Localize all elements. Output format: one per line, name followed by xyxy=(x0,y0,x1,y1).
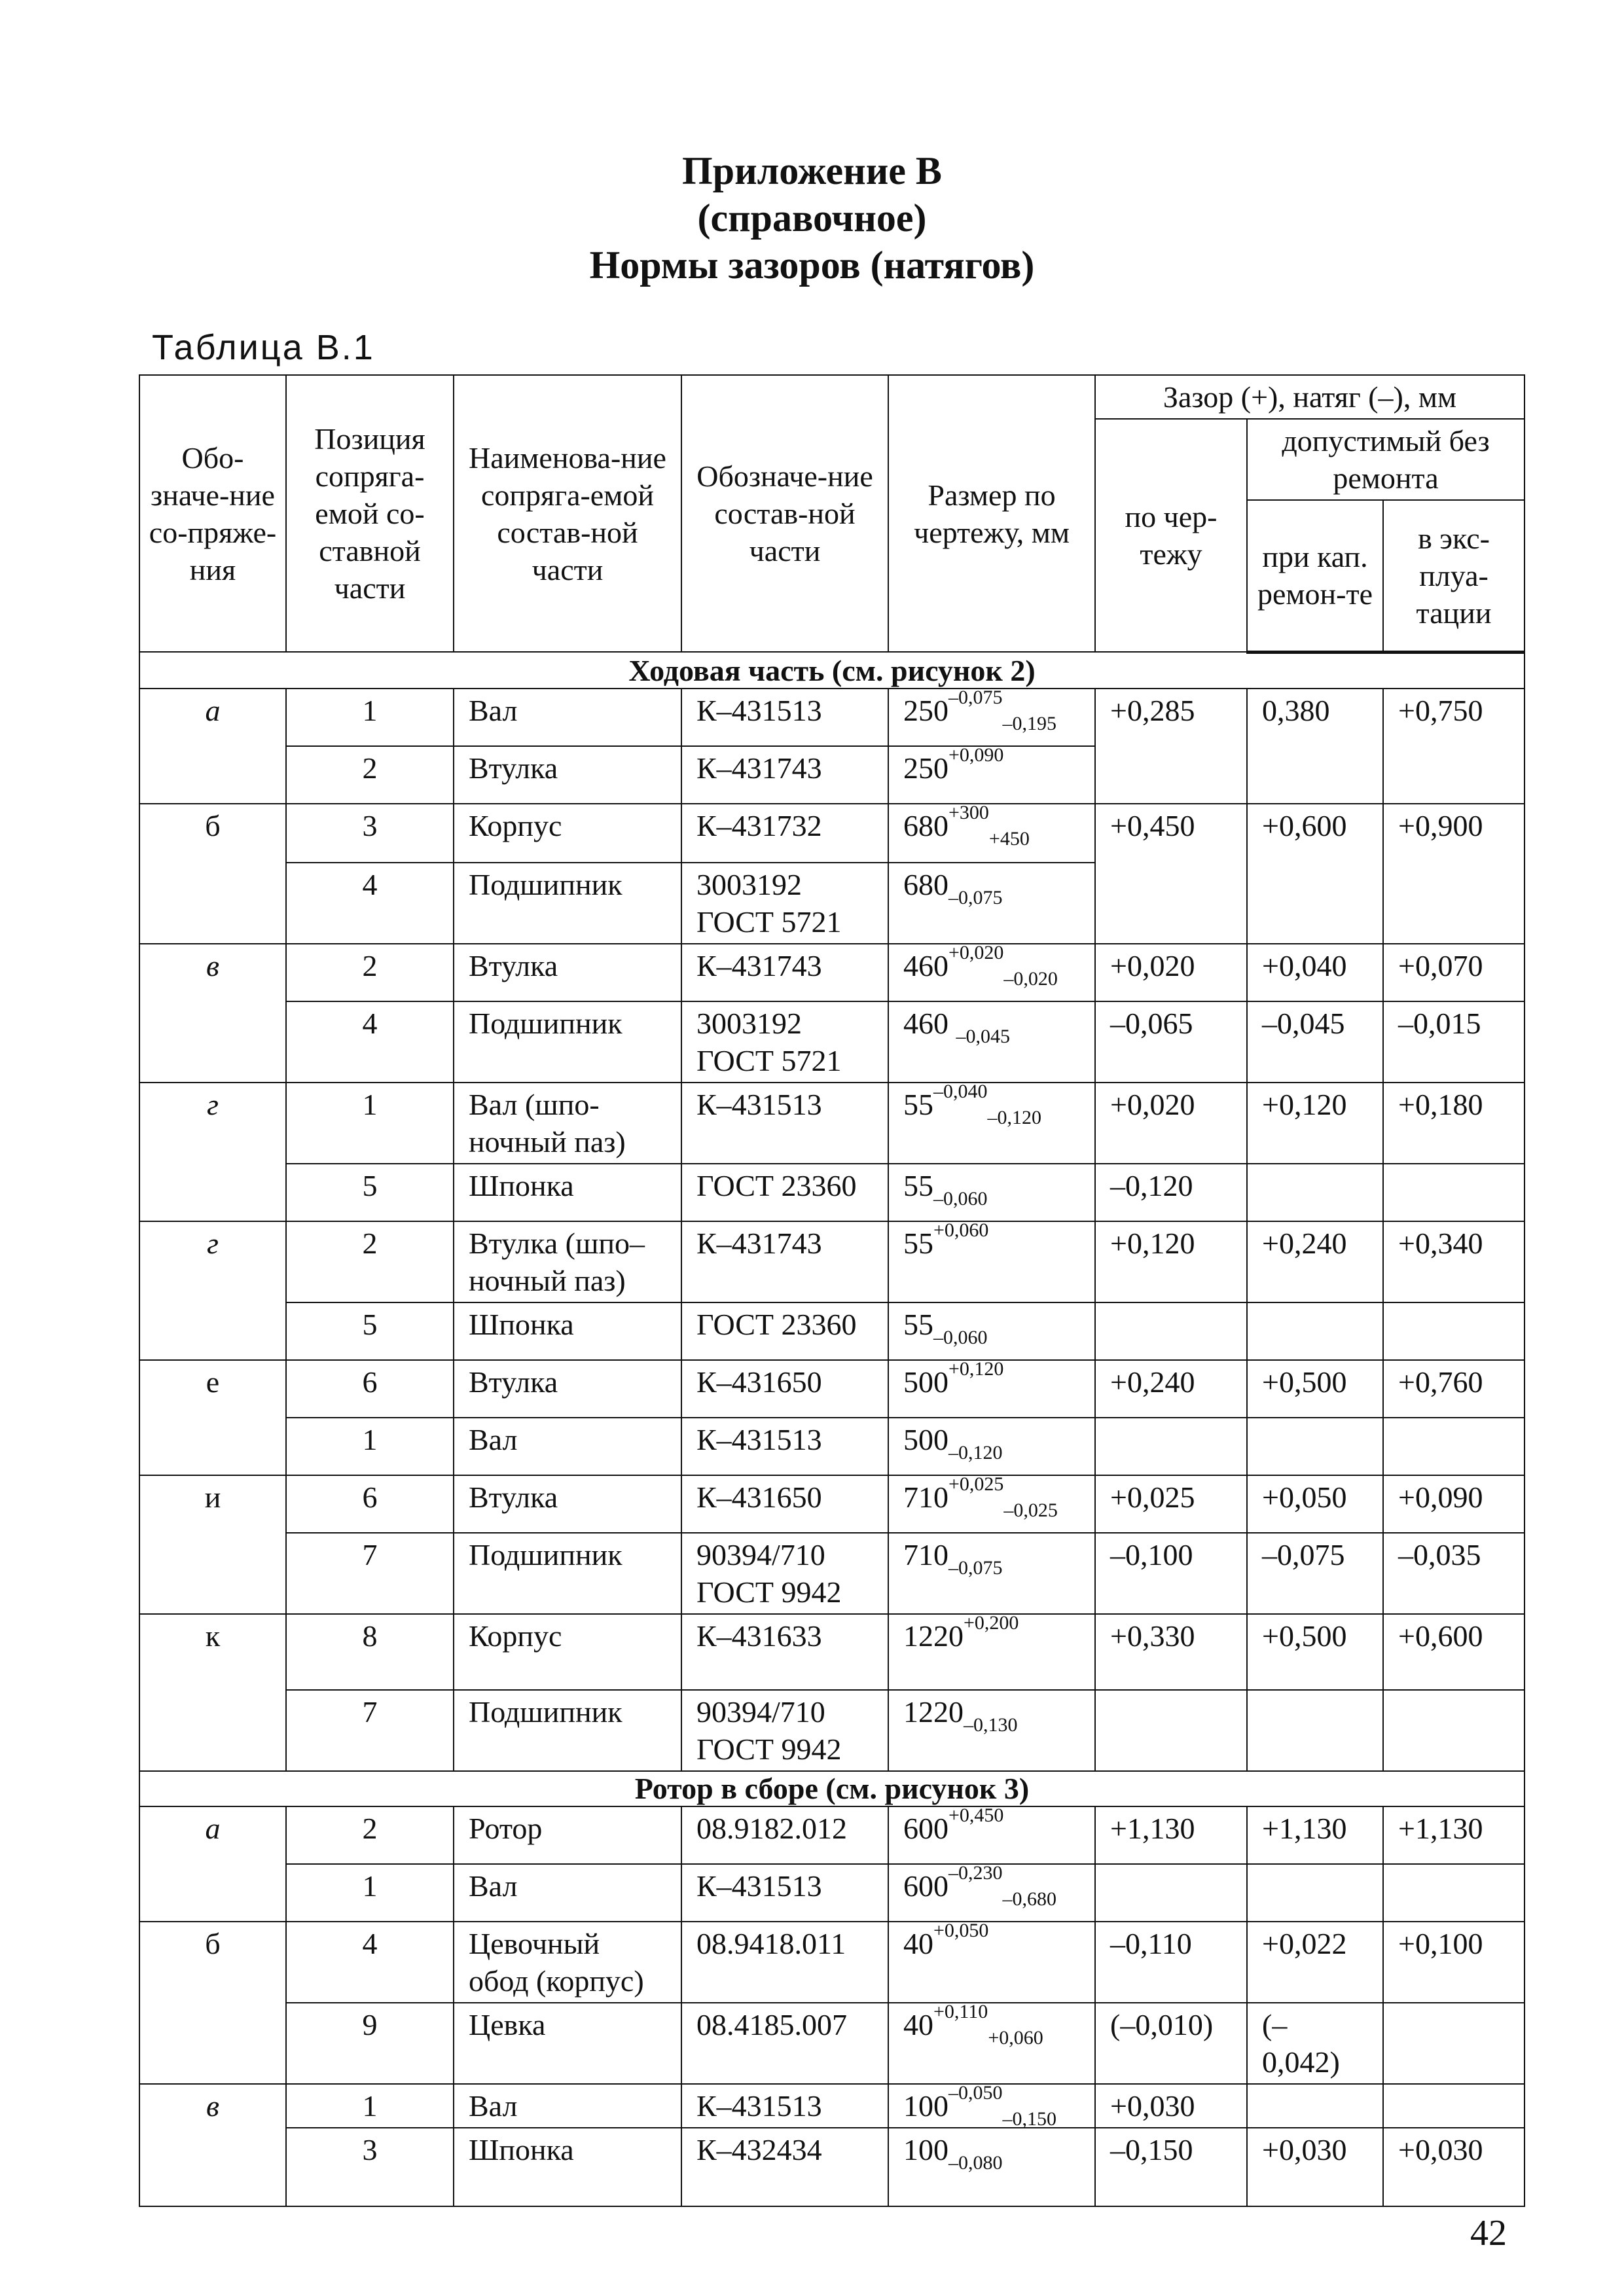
gap-at-overhaul: (– 0,042) xyxy=(1247,2003,1383,2084)
size-upper-deviation: +0,120 xyxy=(948,1357,1004,1380)
col-header-part-designation: Обозначе-ние состав-ной части xyxy=(681,375,888,652)
gap-by-drawing: +0,330 xyxy=(1095,1614,1247,1690)
part-designation: К–431513 xyxy=(681,689,888,746)
size-base: 710 xyxy=(903,1480,948,1514)
gap-at-overhaul: +0,120 xyxy=(1247,1083,1383,1164)
gap-by-drawing: –0,110 xyxy=(1095,1922,1247,2003)
mate-designation: в xyxy=(139,2084,286,2206)
size-cell xyxy=(888,2000,1095,2084)
part-position: 4 xyxy=(286,863,454,944)
appendix-heading: Приложение В xyxy=(682,149,942,192)
size-base: 55 xyxy=(903,1307,933,1341)
gap-by-drawing: +0,020 xyxy=(1095,944,1247,1001)
size-cell xyxy=(888,1221,1095,1302)
size-lower-deviation: –0,045 xyxy=(956,1025,1010,1047)
part-designation: К–431513 xyxy=(681,1418,888,1475)
gap-in-operation xyxy=(1383,1164,1525,1221)
size-cell xyxy=(888,1357,1095,1418)
size-cell xyxy=(888,1919,1095,2003)
size-cell xyxy=(888,1418,1095,1475)
col-header-designation: Обо-значе-ние со-пряже-ния xyxy=(139,375,286,652)
size-cell xyxy=(888,1475,1095,1533)
gap-in-operation xyxy=(1383,1864,1525,1922)
table-row xyxy=(139,2003,1525,2084)
gap-in-operation xyxy=(1383,1418,1525,1475)
size-lower-deviation: –0,075 xyxy=(948,886,1003,908)
gap-in-operation: +0,070 xyxy=(1383,944,1525,1001)
part-name: Подшипник xyxy=(454,863,681,944)
gap-at-overhaul: +0,600 xyxy=(1247,804,1383,944)
part-position: 7 xyxy=(286,1533,454,1614)
size-base: 100 xyxy=(903,2089,948,2123)
part-position: 1 xyxy=(286,1418,454,1475)
part-name: Ротор xyxy=(454,1806,681,1864)
part-designation: К–431743 xyxy=(681,1221,888,1302)
appendix-subheading: (справочное) xyxy=(697,196,927,240)
gap-in-operation: +0,090 xyxy=(1383,1475,1525,1533)
gap-by-drawing xyxy=(1095,1302,1247,1360)
mate-designation: в xyxy=(139,944,286,1083)
gap-in-operation: –0,035 xyxy=(1383,1533,1525,1614)
size-upper-deviation: –0,050 xyxy=(948,2081,1003,2104)
table-row xyxy=(139,1001,1525,1083)
gap-at-overhaul xyxy=(1247,1164,1383,1221)
table-row xyxy=(139,1083,1525,1164)
col-header-size: Размер по чертежу, мм xyxy=(888,375,1095,652)
gap-by-drawing: (–0,010) xyxy=(1095,2003,1247,2084)
gap-in-operation xyxy=(1383,2084,1525,2128)
part-name: Цевочный обод (корпус) xyxy=(454,1922,681,2003)
part-position: 5 xyxy=(286,1302,454,1360)
part-position: 6 xyxy=(286,1475,454,1533)
gap-in-operation: +0,030 xyxy=(1383,2128,1525,2206)
page-number: 42 xyxy=(1470,2213,1507,2253)
part-position: 3 xyxy=(286,804,454,863)
gap-in-operation xyxy=(1383,1690,1525,1771)
table-row xyxy=(139,1475,1525,1533)
mate-designation: а xyxy=(139,1806,286,1922)
col-header-allowed-group: допустимый без ремонта xyxy=(1247,419,1525,500)
part-designation: К–431513 xyxy=(681,1864,888,1922)
table-row xyxy=(139,1221,1525,1302)
gap-at-overhaul: +0,030 xyxy=(1247,2128,1383,2206)
col-header-at-overhaul: при кап. ремон-те xyxy=(1247,500,1383,652)
size-cell xyxy=(888,801,1095,863)
part-designation: 08.4185.007 xyxy=(681,2003,888,2084)
size-base: 500 xyxy=(903,1422,948,1456)
size-lower-deviation: +450 xyxy=(988,827,1030,850)
size-lower-deviation: –0,060 xyxy=(933,1187,988,1210)
size-lower-deviation: –0,020 xyxy=(1003,967,1058,990)
mate-designation: г xyxy=(139,1083,286,1221)
part-designation: 08.9182.012 xyxy=(681,1806,888,1864)
size-base: 460 xyxy=(903,948,948,982)
size-upper-deviation: +0,060 xyxy=(933,1219,989,1241)
gap-at-overhaul: +0,040 xyxy=(1247,944,1383,1001)
part-name: Вал (шпо-ночный паз) xyxy=(454,1083,681,1164)
part-position: 1 xyxy=(286,689,454,746)
part-name: Втулка xyxy=(454,1475,681,1533)
part-designation: 3003192 ГОСТ 5721 xyxy=(681,1001,888,1083)
gap-by-drawing: +0,285 xyxy=(1095,689,1247,804)
section-title: Ротор в сборе (см. рисунок 3) xyxy=(139,1771,1525,1806)
gap-at-overhaul xyxy=(1247,1418,1383,1475)
size-cell xyxy=(888,941,1095,1001)
part-designation: К–431743 xyxy=(681,746,888,804)
gap-by-drawing: +0,030 xyxy=(1095,2084,1247,2128)
mate-designation: г xyxy=(139,1221,286,1360)
table-row xyxy=(139,1690,1525,1771)
gap-by-drawing xyxy=(1095,1418,1247,1475)
size-base: 710 xyxy=(903,1537,948,1571)
gap-in-operation: +1,130 xyxy=(1383,1806,1525,1864)
section-title: Ходовая часть (см. рисунок 2) xyxy=(139,652,1525,689)
gap-in-operation: +0,900 xyxy=(1383,804,1525,944)
size-cell xyxy=(888,1690,1095,1771)
size-upper-deviation: +0,050 xyxy=(933,1919,989,1941)
part-position: 2 xyxy=(286,1806,454,1864)
part-name: Цевка xyxy=(454,2003,681,2084)
part-position: 3 xyxy=(286,2128,454,2206)
part-designation: К–431743 xyxy=(681,944,888,1001)
table-row xyxy=(139,1864,1525,1922)
part-designation: 90394/710 ГОСТ 9942 xyxy=(681,1533,888,1614)
gap-by-drawing: +1,130 xyxy=(1095,1806,1247,1864)
size-base: 250 xyxy=(903,751,948,785)
part-name: Втулка xyxy=(454,746,681,804)
clearance-norms-table xyxy=(139,374,1525,2207)
part-position: 2 xyxy=(286,944,454,1001)
size-base: 55 xyxy=(903,1226,933,1260)
table-row xyxy=(139,1418,1525,1475)
size-cell xyxy=(888,2128,1095,2206)
col-header-position: Позиция сопряга-емой со-ставной части xyxy=(286,375,454,652)
part-position: 9 xyxy=(286,2003,454,2084)
size-lower-deviation: –0,130 xyxy=(964,1713,1018,1736)
part-position: 7 xyxy=(286,1690,454,1771)
part-designation: 90394/710 ГОСТ 9942 xyxy=(681,1690,888,1771)
gap-at-overhaul xyxy=(1247,2084,1383,2128)
col-header-name: Наименова-ние сопряга-емой состав-ной части xyxy=(454,375,681,652)
size-lower-deviation: –0,080 xyxy=(948,2151,1003,2174)
table-row xyxy=(139,944,1525,1001)
size-base: 600 xyxy=(903,1869,948,1903)
section-row xyxy=(139,652,1525,689)
col-header-by-drawing: по чер-тежу xyxy=(1095,419,1247,652)
size-base: 600 xyxy=(903,1811,948,1845)
gap-at-overhaul xyxy=(1247,1864,1383,1922)
section-row xyxy=(139,1771,1525,1806)
gap-in-operation: +0,760 xyxy=(1383,1360,1525,1418)
gap-at-overhaul: +0,022 xyxy=(1247,1922,1383,2003)
size-base: 460 xyxy=(903,1006,956,1040)
size-upper-deviation: +0,025 xyxy=(948,1473,1004,1495)
gap-in-operation xyxy=(1383,2003,1525,2084)
part-name: Подшипник xyxy=(454,1533,681,1614)
size-upper-deviation: –0,040 xyxy=(933,1080,988,1102)
part-designation: К–431650 xyxy=(681,1475,888,1533)
size-cell xyxy=(888,1164,1095,1221)
size-upper-deviation: –0,075 xyxy=(948,686,1003,708)
size-base: 55 xyxy=(903,1087,933,1121)
table-row xyxy=(139,2128,1525,2206)
gap-in-operation: +0,340 xyxy=(1383,1221,1525,1302)
size-lower-deviation: +0,060 xyxy=(988,2026,1043,2049)
part-designation: 3003192 ГОСТ 5721 xyxy=(681,863,888,944)
size-base: 40 xyxy=(903,1926,933,1960)
size-upper-deviation: +0,200 xyxy=(964,1611,1019,1634)
part-position: 4 xyxy=(286,1001,454,1083)
size-base: 680 xyxy=(903,808,948,842)
appendix-topic: Нормы зазоров (натягов) xyxy=(589,243,1035,287)
size-cell xyxy=(888,1001,1095,1083)
size-lower-deviation: –0,150 xyxy=(1002,2108,1056,2130)
mate-designation: к xyxy=(139,1614,286,1771)
size-lower-deviation: –0,120 xyxy=(948,1441,1003,1463)
gap-at-overhaul: 0,380 xyxy=(1247,689,1383,804)
table-row xyxy=(139,1922,1525,2003)
size-base: 100 xyxy=(903,2132,948,2166)
part-designation: К–431513 xyxy=(681,2084,888,2128)
gap-by-drawing: +0,120 xyxy=(1095,1221,1247,1302)
mate-designation: б xyxy=(139,804,286,944)
part-position: 2 xyxy=(286,746,454,804)
size-cell xyxy=(888,1533,1095,1614)
part-designation: К–432434 xyxy=(681,2128,888,2206)
gap-in-operation: +0,750 xyxy=(1383,689,1525,804)
part-designation: К–431650 xyxy=(681,1360,888,1418)
appendix-title xyxy=(0,147,1624,289)
table-row xyxy=(139,1164,1525,1221)
part-name: Шпонка xyxy=(454,2128,681,2206)
size-base: 1220 xyxy=(903,1619,964,1653)
table-row xyxy=(139,2084,1525,2128)
part-designation: 08.9418.011 xyxy=(681,1922,888,2003)
size-upper-deviation: +0,090 xyxy=(948,744,1004,766)
part-designation: К–431513 xyxy=(681,1083,888,1164)
part-name: Подшипник xyxy=(454,1001,681,1083)
part-name: Корпус xyxy=(454,804,681,863)
table-row xyxy=(139,1302,1525,1360)
gap-by-drawing: –0,120 xyxy=(1095,1164,1247,1221)
gap-by-drawing xyxy=(1095,1690,1247,1771)
gap-at-overhaul: +0,500 xyxy=(1247,1614,1383,1690)
size-cell xyxy=(888,746,1095,804)
gap-at-overhaul xyxy=(1247,1690,1383,1771)
size-cell xyxy=(888,1861,1095,1922)
gap-by-drawing: +0,240 xyxy=(1095,1360,1247,1418)
size-base: 55 xyxy=(903,1168,933,1202)
part-name: Вал xyxy=(454,1864,681,1922)
gap-at-overhaul: +0,050 xyxy=(1247,1475,1383,1533)
size-cell xyxy=(888,686,1095,746)
gap-by-drawing: –0,100 xyxy=(1095,1533,1247,1614)
gap-in-operation: +0,600 xyxy=(1383,1614,1525,1690)
size-lower-deviation: –0,025 xyxy=(1003,1499,1058,1521)
size-base: 1220 xyxy=(903,1695,964,1729)
size-lower-deviation: –0,060 xyxy=(933,1326,988,1348)
size-lower-deviation: –0,195 xyxy=(1002,712,1056,734)
gap-by-drawing: +0,025 xyxy=(1095,1475,1247,1533)
table-row xyxy=(139,1360,1525,1418)
size-upper-deviation: +300 xyxy=(948,801,989,823)
table-row xyxy=(139,804,1525,863)
part-name: Вал xyxy=(454,2084,681,2128)
mate-designation: б xyxy=(139,1922,286,2084)
part-name: Втулка xyxy=(454,944,681,1001)
gap-at-overhaul: +0,240 xyxy=(1247,1221,1383,1302)
size-base: 680 xyxy=(903,867,948,901)
size-cell xyxy=(888,1806,1095,1864)
part-position: 8 xyxy=(286,1614,454,1690)
mate-designation: е xyxy=(139,1360,286,1475)
gap-at-overhaul: –0,045 xyxy=(1247,1001,1383,1083)
gap-in-operation: +0,100 xyxy=(1383,1922,1525,2003)
part-name: Корпус xyxy=(454,1614,681,1690)
size-base: 250 xyxy=(903,693,948,727)
table-body xyxy=(139,652,1525,2206)
mate-designation: а xyxy=(139,689,286,804)
gap-by-drawing xyxy=(1095,1864,1247,1922)
part-name: Подшипник xyxy=(454,1690,681,1771)
size-base: 40 xyxy=(903,2007,933,2041)
table-row xyxy=(139,1806,1525,1864)
part-designation: К–431633 xyxy=(681,1614,888,1690)
part-name: Втулка (шпо– ночный паз) xyxy=(454,1221,681,1302)
size-upper-deviation: +0,020 xyxy=(948,941,1004,963)
size-upper-deviation: –0,230 xyxy=(948,1861,1003,1884)
table-caption: Таблица В.1 xyxy=(152,328,375,367)
size-cell xyxy=(888,1080,1095,1164)
part-position: 1 xyxy=(286,1083,454,1164)
size-lower-deviation: –0,680 xyxy=(1002,1888,1056,1910)
part-name: Вал xyxy=(454,689,681,746)
gap-by-drawing: +0,020 xyxy=(1095,1083,1247,1164)
col-header-in-operation: в экс-плуа-тации xyxy=(1383,500,1525,652)
col-header-gap-group: Зазор (+), натяг (–), мм xyxy=(1095,375,1525,419)
size-cell xyxy=(888,1611,1095,1690)
table-row xyxy=(139,1533,1525,1614)
size-base: 500 xyxy=(903,1365,948,1399)
part-position: 1 xyxy=(286,1864,454,1922)
size-upper-deviation: +0,450 xyxy=(948,1804,1004,1826)
gap-at-overhaul: +1,130 xyxy=(1247,1806,1383,1864)
part-position: 1 xyxy=(286,2084,454,2128)
size-cell xyxy=(888,863,1095,944)
part-name: Втулка xyxy=(454,1360,681,1418)
part-name: Шпонка xyxy=(454,1302,681,1360)
part-designation: К–431732 xyxy=(681,804,888,863)
part-position: 6 xyxy=(286,1360,454,1418)
size-upper-deviation: +0,110 xyxy=(933,2000,988,2022)
gap-by-drawing: –0,150 xyxy=(1095,2128,1247,2206)
part-designation: ГОСТ 23360 xyxy=(681,1164,888,1221)
size-lower-deviation: –0,120 xyxy=(987,1106,1041,1128)
gap-at-overhaul: +0,500 xyxy=(1247,1360,1383,1418)
gap-at-overhaul: –0,075 xyxy=(1247,1533,1383,1614)
part-position: 5 xyxy=(286,1164,454,1221)
mate-designation: и xyxy=(139,1475,286,1614)
size-lower-deviation: –0,075 xyxy=(948,1556,1003,1579)
size-cell xyxy=(888,2081,1095,2130)
gap-in-operation: –0,015 xyxy=(1383,1001,1525,1083)
gap-at-overhaul xyxy=(1247,1302,1383,1360)
gap-by-drawing: –0,065 xyxy=(1095,1001,1247,1083)
table-row xyxy=(139,1614,1525,1690)
gap-in-operation xyxy=(1383,1302,1525,1360)
part-name: Шпонка xyxy=(454,1164,681,1221)
gap-in-operation: +0,180 xyxy=(1383,1083,1525,1164)
part-position: 4 xyxy=(286,1922,454,2003)
table-row xyxy=(139,689,1525,746)
part-position: 2 xyxy=(286,1221,454,1302)
gap-by-drawing: +0,450 xyxy=(1095,804,1247,944)
part-designation: ГОСТ 23360 xyxy=(681,1302,888,1360)
part-name: Вал xyxy=(454,1418,681,1475)
size-cell xyxy=(888,1302,1095,1360)
